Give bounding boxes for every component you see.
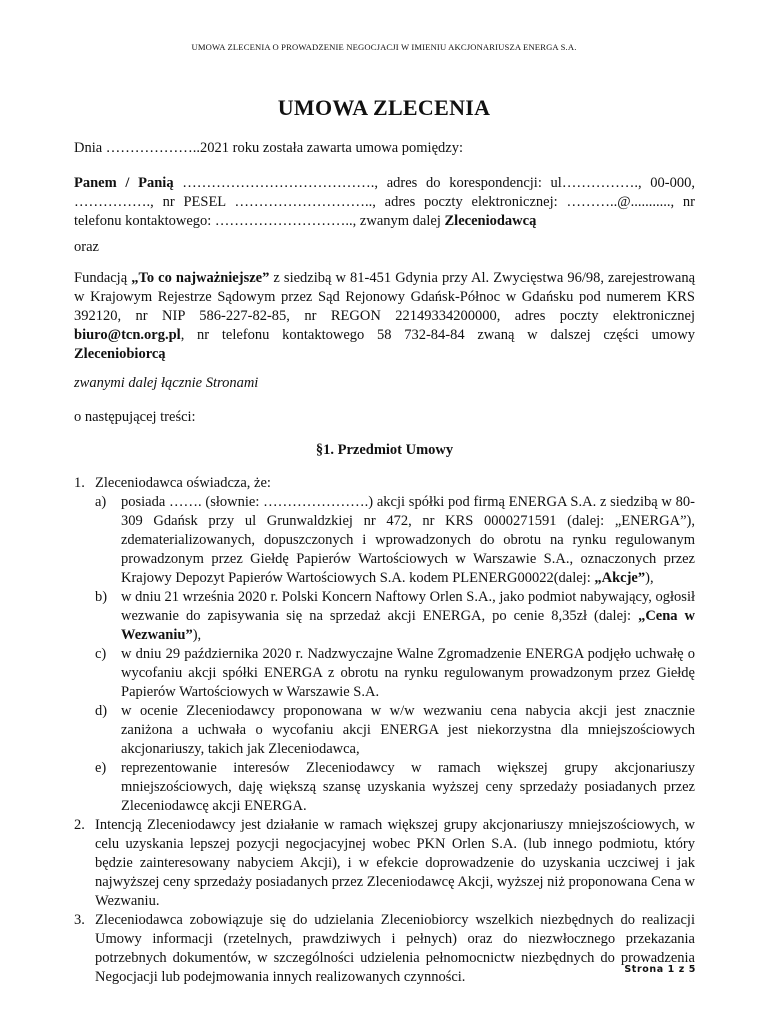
term-cena-w-wezwaniu: „Cena w Wezwaniu” [121,608,695,643]
section-1-body [74,474,695,987]
section-1-title: §1. Przedmiot Umowy [315,442,454,458]
email-address: biuro@tcn.org.pl [74,327,181,343]
subclause-e [95,759,695,816]
subclause-a-end: ), [645,570,654,586]
subclause-list [95,493,695,816]
party-contractor [74,269,695,364]
subclause-letter: d) [95,703,108,719]
subclause-c [95,645,695,702]
clause-number: 2. [74,817,85,833]
nastepujacej-text: o następującej treści: [74,409,196,425]
subclause-b-end: ), [192,627,202,643]
subclause-b-text: w dniu 21 września 2020 r. Polski Koncern Naftowy Orlen S.A., jako podmiot nabywający, ogłosił wezwanie do zapisywania się na sprzedaż akcji ENERGA, po cenie 8,35zł (dalej: [121,589,695,624]
oraz-line [74,238,695,257]
clause-number: 3. [74,912,85,928]
page-number: Strona 1 z 5 [624,964,696,975]
document-title: UMOWA ZLECENIA [277,95,491,120]
stronami-text: zwanymi dalej łącznie Stronami [74,375,259,391]
party-contractor-text-2: z siedzibą w 81-451 Gdynia przy Al. Zwycięstwa 96/98, zarejestrowaną w Krajowym Rejestrze Sądowym przez Sąd Rejonowy Gdańsk-Północ w Gdańsku pod numerem KRS 392120, nr NIP 586-227-82-85, nr REGON 22149334200000, adres poczty elektronicznej [74,270,695,324]
subclause-d-text: w ocenie Zleceniodawcy proponowana w w/w wezwaniu cena nabycia akcji jest znacznie zaniżona a uchwała o wycofaniu akcji ENERGA jest niekorzystna dla mniejszościowych akcjonariuszy, takich jak Zleceniodawca, [121,703,695,757]
subclause-c-text: w dniu 29 października 2020 r. Nadzwyczajne Walne Zgromadzenie ENERGA podjęło uchwałę o wycofaniu akcji spółki ENERGA z obrotu na rynku regulowanym prowadzonym przez Giełdę Papierów Wartościowych w Warszawie S.A. [121,646,695,700]
page-header: UMOWA ZLECENIA O PROWADZENIE NEGOCJACJI W IMIENIU AKCJONARIUSZA ENERGA S.A. [191,42,577,52]
subclause-a [95,493,695,588]
term-akcje: „Akcje” [594,570,646,586]
clause-text: Zleceniodawca zobowiązuje się do udzielania Zleceniobiorcy wszelkich niezbędnych do realizacji Umowy informacji (rzetelnych, prawdziwych i pełnych) oraz do niezwłocznego przekazania potrzebnych dokumentów, w szczególności udzielenia pełnomocnictw niezbędnych do prowadzenia Negocjacji lub podejmowania innych realizowanych czynności. [95,912,695,985]
section-1-heading [74,441,695,460]
subclause-letter: b) [95,589,108,605]
subclause-letter: c) [95,646,107,662]
party-contractor-paragraph [74,269,695,364]
subclause-e-text: reprezentowanie interesów Zleceniodawcy w ramach większej grupy akcjonariuszy mniejszościowych, daję większą szansę uzyskania wyższej ceny sprzedaży posiadanych przez Zleceniodawcę akcji ENERGA. [121,760,695,814]
clause-list [74,474,695,987]
party-client-label: Panem / Panią [74,175,174,191]
date-line [74,139,695,158]
clause-text: Intencją Zleceniodawcy jest działanie w ramach większej grupy akcjonariuszy mniejszościowych, w celu uzyskania lepszej pozycji negocjacyjnej wobec PKN Orlen S.A. (lub innego podmiotu, który będzie zainteresowany nabyciem Akcji), i w efekcie doprowadzenie do uzyskania uczciwej i jak najwyższej ceny sprzedaży posiadanych przez Zleceniodawcę Akcji, wyższej niż proponowana Cena w Wezwaniu. [95,817,695,909]
content-intro [74,408,695,427]
subclause-letter: a) [95,494,107,510]
party-contractor-text-1: Fundacją [74,270,132,286]
clause-3 [74,911,695,987]
clause-number: 1. [74,475,85,491]
subclause-b [95,588,695,645]
party-client-details: …………………………………., adres do korespondencji: ul……………., 00-000, ……………., nr PESEL ……………………….., adres poczty elektronicznej: ………..@..........., nr telefonu kontaktowego: ……………………….., zwanym dalej [74,175,695,229]
subclause-a-text: posiada ……. (słownie: ………………….) akcji spółki pod firmą ENERGA S.A. z siedzibą w 80-309 Gdańsk przy ul Grunwaldzkiej nr 472, nr KRS 0000271591 (dalej: „ENERGA”), zdematerializowanych, dopuszczonych i wprowadzonych do obrotu na rynku regulowanym prowadzonym przez Giełdę Papierów Wartościowych w Warszawie S.A., oznaczonych przez Krajowy Depozyt Papierów Wartościowych S.A. kodem PLENERG00022(dalej: [121,494,695,586]
foundation-name: „To co najważniejsze” [131,270,270,286]
clause-text: Zleceniodawca oświadcza, że: [95,475,271,491]
oraz-text: oraz [74,239,99,255]
parties-collective [74,374,695,393]
clause-2 [74,816,695,911]
party-contractor-text-3: , nr telefonu kontaktowego 58 732-84-84 zwaną w dalszej części umowy [180,327,695,343]
party-client-paragraph [74,174,695,231]
subclause-letter: e) [95,760,107,776]
subclause-d [95,702,695,759]
intro-text: Dnia ………………..2021 roku została zawarta umowa pomiędzy: [74,140,463,156]
clause-1 [74,474,695,816]
party-client [74,174,695,231]
party-contractor-role: Zleceniobiorcą [74,346,166,362]
party-client-role: Zleceniodawcą [444,213,537,229]
